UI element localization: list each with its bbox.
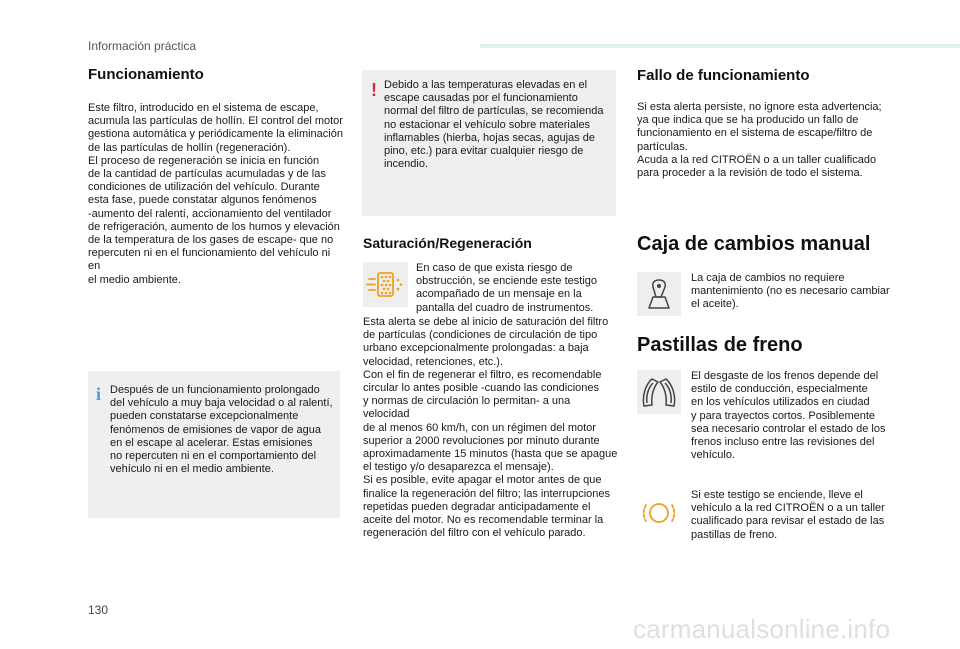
fallo-text: Si esta alerta persiste, no ignore esta advertencia; ya que indica que se ha producido un fallo de funcionamiento en el sistema de escape/filtro de partículas. Acuda a la red CITROËN o a un taller cualificado para proceder a la revisión de todo el sistema. [637, 101, 882, 180]
heading-funcionamiento: Funcionamiento [88, 66, 204, 83]
info-box [88, 371, 340, 518]
brake-pad-wear-warning-icon [637, 489, 681, 533]
page-number: 130 [88, 603, 109, 617]
pastillas-text: El desgaste de los frenos depende del estilo de conducción, especialmente en los vehículos utilizados en ciudad y para trayectos cortos. Posiblemente sea necesario controlar el estado de los frenos incluso entre las revisiones del vehículo. [691, 370, 886, 462]
watermark: carmanualsonline.info [633, 614, 891, 644]
info-box-text: Después de un funcionamiento prolongado del vehículo a muy baja velocidad o al ralentí, pueden constatarse excepcionalmente fenómenos de emisiones de vapor de agua en el escape al acelerar. Estas emisiones no repercuten ni en el comportamiento del vehículo ni en el medio ambiente. [110, 384, 333, 476]
info-icon: i [96, 384, 102, 404]
heading-pastillas: Pastillas de freno [637, 334, 803, 356]
brake-pads-icon [637, 370, 681, 414]
saturacion-intro-text: En caso de que exista riesgo de obstrucción, se enciende este testigo acompañado de un mensaje en la pantalla del cuadro de instrumentos. [416, 262, 598, 314]
header-accent-bar [480, 44, 960, 48]
saturacion-body-text: Esta alerta se debe al inicio de saturación del filtro de partículas (condiciones de circulación de tipo urbano excepcionalmente prolongadas: a baja velocidad, retenciones, etc.). Con el fin de regenerar el filtro, es recomendable circular lo antes posible -cuando las condiciones y normas de circulación lo permitan- a una velocidad de al menos 60 km/h, con un régimen del motor superior a 2000 revoluciones por minuto durante aproximadamente 15 minutos (hasta que se apague el testigo y/o desaparezca el mensaje). Si es posible, evite apagar el motor antes de que finalice la regeneración del filtro; las interrupciones repetidas pueden degradar anticipadamente el aceite del motor. No es recomendable terminar la regeneración del filtro con el vehículo parado. [363, 316, 618, 540]
heading-caja: Caja de cambios manual [637, 233, 871, 255]
caja-text: La caja de cambios no requiere mantenimiento (no es necesario cambiar el aceite). [691, 272, 890, 311]
warning-box [362, 70, 616, 216]
heading-saturacion: Saturación/Regeneración [363, 235, 532, 251]
funcionamiento-text: Este filtro, introducido en el sistema de escape, acumula las partículas de hollín. El control del motor gestiona automática y periódicamente la eliminación de las partículas de hollín (regeneración). El proceso de regeneración se inicia en función de la cantidad de partículas acumuladas y de las condiciones de utilización del vehículo. Durante esta fase, puede constatar algunos fenómenos -aumento del ralentí, accionamiento del ventilador de refrigeración, aumento de los humos y elevación de la temperatura de los gases de escape- que no repercuten ni en el funcionamiento del vehículo ni en el medio ambiente. [88, 102, 343, 286]
warning-exclamation-icon: ! [371, 80, 377, 100]
particle-filter-warning-icon [363, 262, 408, 307]
manual-gearbox-icon [637, 272, 681, 316]
heading-fallo: Fallo de funcionamiento [637, 67, 810, 84]
warning-box-text: Debido a las temperaturas elevadas en el escape causadas por el funcionamiento normal del filtro de partículas, se recomienda no estacionar el vehículo sobre materiales inflamables (hierba, hojas secas, agujas de pino, etc.) para evitar cualquier riesgo de incendio. [384, 79, 604, 171]
header-title: Información práctica [88, 39, 197, 53]
brake-warning-light-text: Si este testigo se enciende, lleve el vehículo a la red CITROËN o a un taller cualificado para revisar el estado de las pastillas de freno. [691, 489, 885, 541]
